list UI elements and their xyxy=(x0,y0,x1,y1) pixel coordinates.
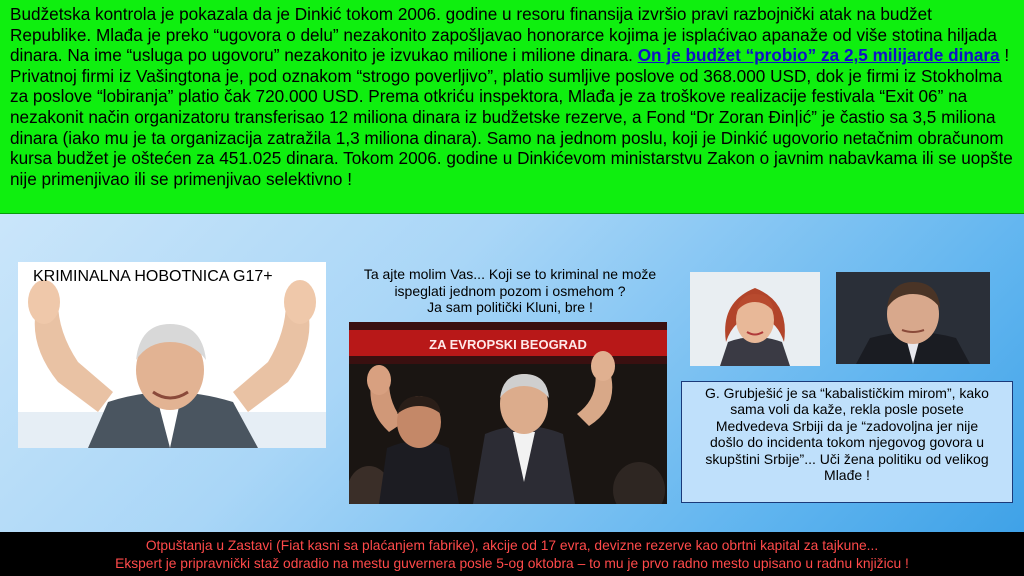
article-text-rest: ! Privatnoj firmi iz Vašingtona je, pod oznakom “strogo poverljivo”, platio sumljive poslove od 368.000 USD, dok je firmi iz Stokholma za poslove “lobiranja” platio čak 720.000 USD. Prema otkriću inspektora, Mlađa je za troškove realizacije festivala “Exit 06” na nezakonit način organizatoru transferisao 12 miliona dinara iz budžetske rezerve, a Fond “Dr Zoran Đin|ić” je častio sa 3,5 miliona dinara (iako mu je ta organizacija zatražila 1,3 miliona dinara). Samo na jednom poslu, koji je Dinkić ugovorio netačnim obračunom kursa budžet je oštećen za 451.025 dinara. Tokom 2006. godine u Dinkićevom ministarstvu Zakon o javnim nabavkama ili se uopšte nije primenjivao ili se primenjivao selektivno ! xyxy=(10,45,1013,189)
article-text-box xyxy=(0,0,1024,214)
photo-man-politician xyxy=(836,272,990,364)
quote-text xyxy=(342,266,678,316)
photo-rally-stage xyxy=(349,322,667,504)
quote-line-2: Ja sam politički Kluni, bre ! xyxy=(427,299,593,315)
bottom-ticker-bar xyxy=(0,532,1024,576)
quote-line-1: Ta ajte molim Vas... Koji se to kriminal ne može ispeglati jednom pozom i osmehom ? xyxy=(363,266,657,299)
info-caption-box: G. Grubješić je sa “kabalističkim mirom”, kako sama voli da kaže, rekla posle posete Medvedeva Srbiji da je “zadovoljna jer nije došlo do incidenta tokom njegovog govora u skupštini Srbije”... Uči žena politiku od velikog Mlađe ! xyxy=(681,381,1013,503)
photo-politician-raised-arms xyxy=(18,262,326,448)
ticker-line-2: Ekspert je pripravnički staž odradio na mestu guvernera posle 5-og oktobra – to mu je prvo radno mesto upisano u radnu knjižicu ! xyxy=(115,556,909,571)
banner-text: ZA EVROPSKI BEOGRAD xyxy=(429,337,587,352)
photo-caption: KRIMINALNA HOBOTNICA G17+ xyxy=(33,268,273,285)
ticker-line-1: Otpuštanja u Zastavi (Fiat kasni sa plaćanjem fabrike), akcije od 17 evra, devizne rezerve kao obrtni kapital za tajkune... xyxy=(145,538,879,553)
photo-woman-politician xyxy=(690,272,820,366)
article-text-intro: Budžetska kontrola je pokazala da je Dinkić tokom 2006. godine u resoru finansija izvršio pravi razbojnički atak na budžet Republike. Mlađa je preko “ugovora o delu” nezakonito zapošljavao honorarce kojima je isplaćivao apanaže od više stotina hiljada dinara. Na ime “usluga po ugovoru” nezakonito je izvukao milione i milione dinara. xyxy=(10,4,997,66)
article-highlight: On je budžet “probio” za 2,5 milijarde dinara xyxy=(637,45,1000,66)
